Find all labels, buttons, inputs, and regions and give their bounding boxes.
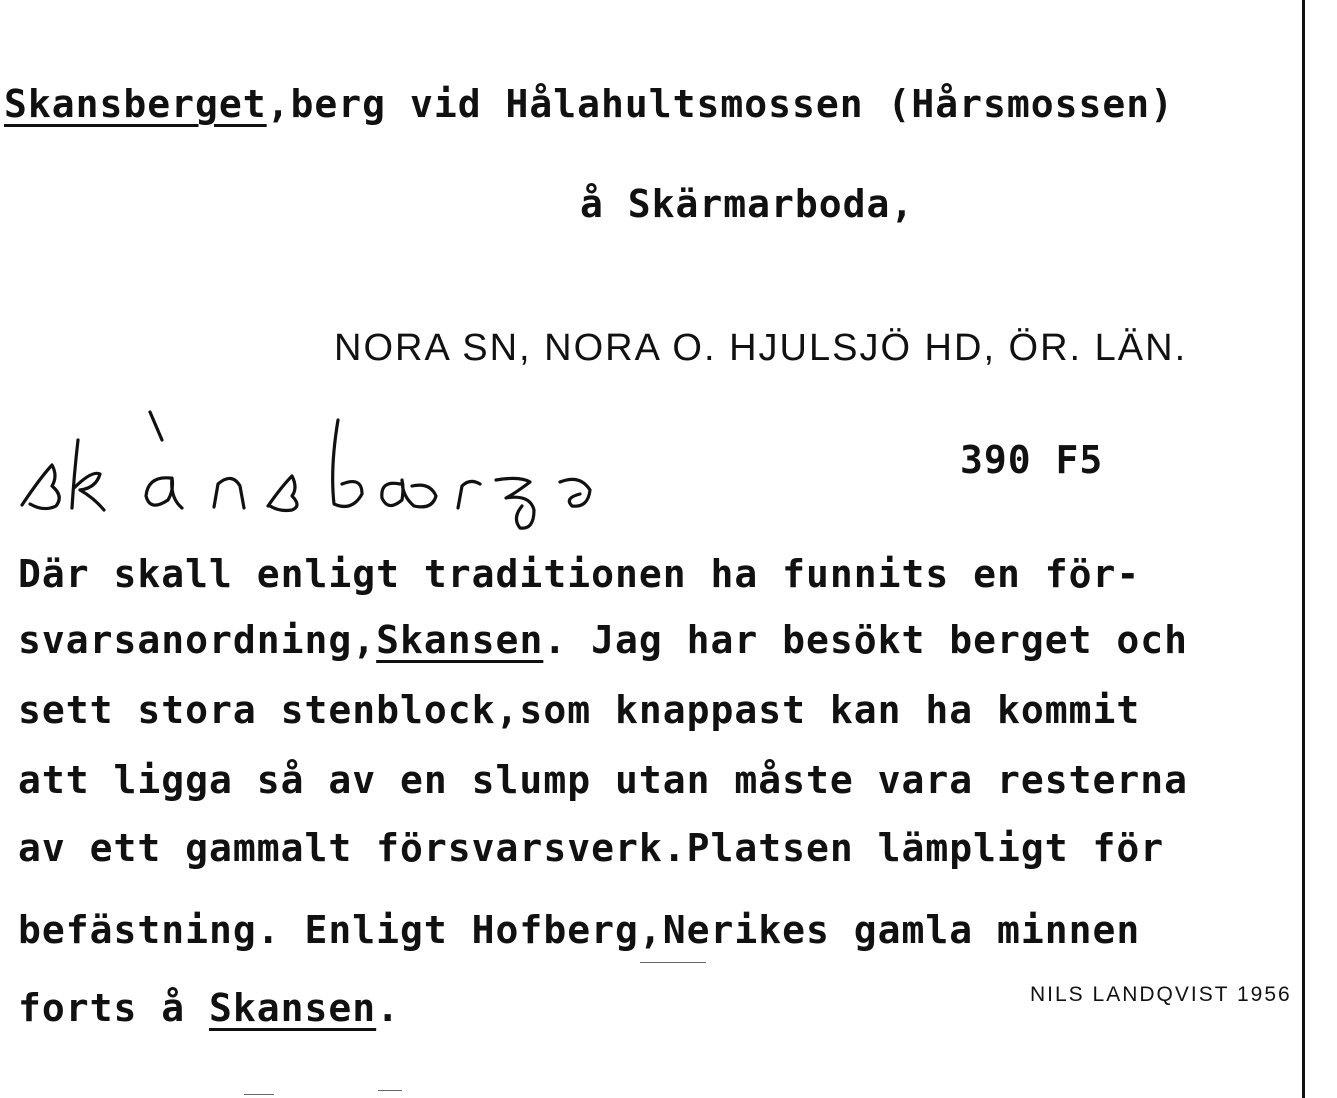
location-line: NORA SN, NORA O. HJULSJÖ HD, ÖR. LÄN. (334, 327, 1188, 369)
header-line-2: å Skärmarboda, (580, 182, 915, 226)
body-line-3: sett stora stenblock,som knappast kan ha kommit (18, 688, 1141, 732)
body-line-5: av ett gammalt försvarsverk.Platsen lämpligt för (18, 826, 1165, 870)
place-reference-skansen-2: Skansen (209, 986, 377, 1030)
body-line-7-start: forts å (18, 986, 210, 1030)
handwritten-phonetic-transcription (0, 0, 620, 540)
card-right-edge (1302, 0, 1305, 1098)
scan-speck (244, 1094, 274, 1095)
body-line-1: Där skall enligt traditionen ha funnits en för- (18, 552, 1141, 596)
headword: Skansberget (4, 82, 267, 126)
body-line-7-end: . (376, 986, 401, 1030)
body-line-2 (18, 618, 1188, 662)
body-line-6: befästning. Enligt Hofberg,Nerikes gamla minnen (18, 908, 1141, 952)
header-description: ,berg vid Hålahultsmossen (Hårsmossen) (266, 82, 1175, 126)
scan-speck (640, 962, 706, 963)
place-reference-skansen: Skansen (376, 618, 544, 662)
scan-speck (378, 1090, 402, 1091)
body-line-4: att ligga så av en slump utan måste vara resterna (18, 758, 1189, 802)
map-code: 390 F5 (960, 438, 1104, 482)
body-line-2-start: svarsanordning, (18, 618, 377, 662)
body-line-2-end: . Jag har besökt berget och (543, 618, 1189, 662)
signature: NILS LANDQVIST 1956 (1030, 983, 1292, 1006)
body-line-7 (18, 986, 400, 1030)
